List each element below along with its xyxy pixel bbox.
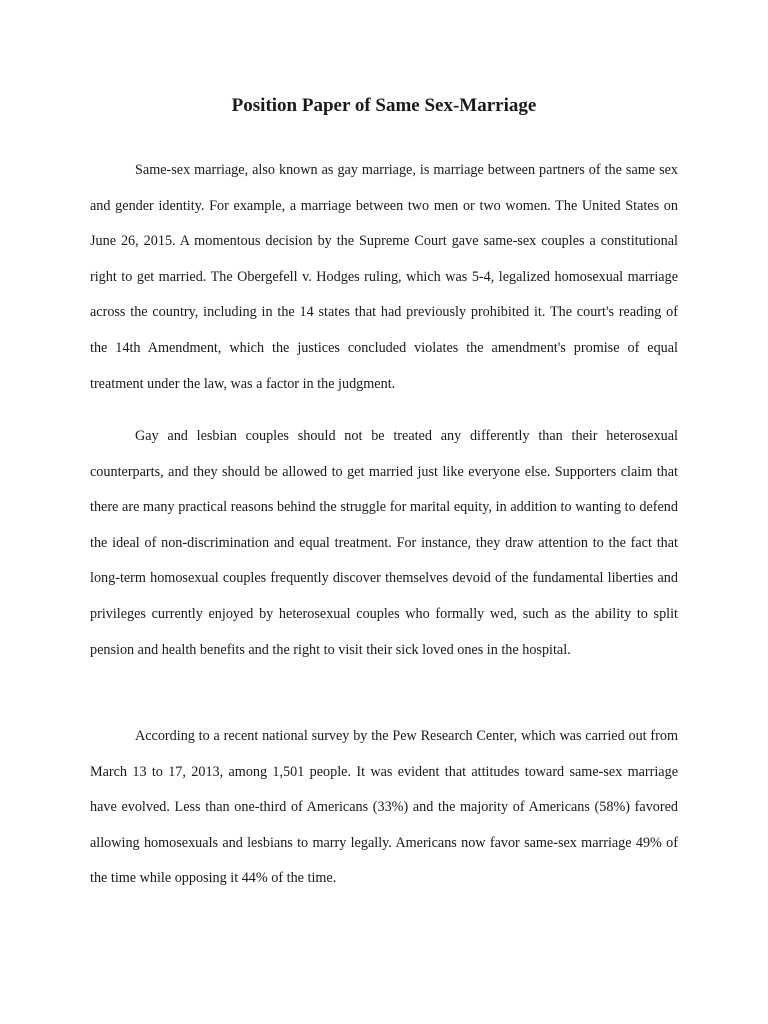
document-title: Position Paper of Same Sex-Marriage [231, 95, 537, 116]
paragraph-survey: According to a recent national survey by the Pew Research Center, which was carried out from March 13 to 17, 2013, among 1,501 people. It was evident that attitudes toward same-sex marriage have evolved. Less than one-third of Americans (33%) and the majority of Americans (58%) favored allowing homosexuals and lesbians to marry legally. Americans now favor same-sex marriage 49% of the time while opposing it 44% of the time. [90, 728, 678, 887]
paragraph-intro: Same-sex marriage, also known as gay marriage, is marriage between partners of the same sex and gender identity. For example, a marriage between two men or two women. The United States on June 26, 2015. A momentous decision by the Supreme Court gave same-sex couples a constitutional right to get married. The Obergefell v. Hodges ruling, which was 5-4, legalized homosexual marriage across the country, including in the 14 states that had previously prohibited it. The court's reading of the 14th Amendment, which the justices concluded violates the amendment's promise of equal treatment under the law, was a factor in the judgment. [90, 162, 678, 392]
paragraph-equality: Gay and lesbian couples should not be treated any differently than their heterosexual counterparts, and they should be allowed to get married just like everyone else. Supporters claim that there are many practical reasons behind the struggle for marital equity, in addition to wanting to defend the ideal of non-discrimination and equal treatment. For instance, they draw attention to the fact that long-term homosexual couples frequently discover themselves devoid of the fundamental liberties and privileges currently enjoyed by heterosexual couples who formally wed, such as the ability to split pension and health benefits and the right to visit their sick loved ones in the hospital. [90, 428, 678, 658]
